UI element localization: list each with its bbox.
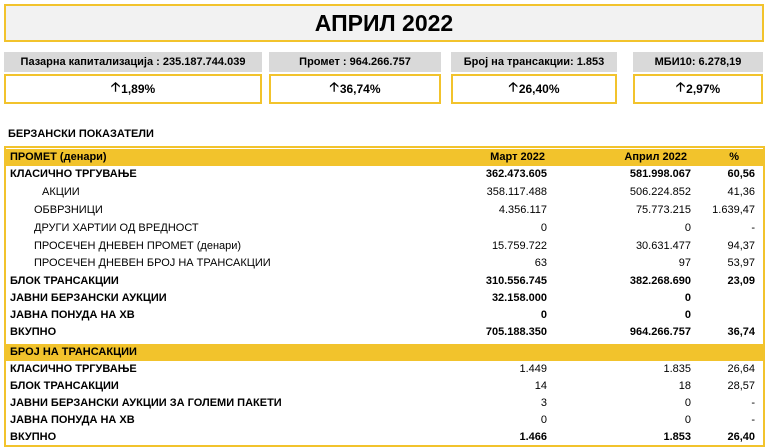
cell-april: 18 — [678, 380, 691, 392]
kpi-change-value: 36,74% — [339, 82, 381, 96]
cell-march: 0 — [540, 414, 547, 426]
indicators-table — [4, 146, 765, 447]
kpi-change-value: 1,89% — [121, 82, 156, 96]
cell-march: 310.556.745 — [485, 275, 547, 287]
cell-percent: 26,64 — [727, 363, 755, 375]
table-row — [6, 220, 763, 237]
header-cell: ПРОМЕТ (денари) — [10, 151, 107, 163]
cell-march: 358.117.488 — [486, 186, 547, 198]
kpi-turnover-label: Промет : 964.266.757 — [269, 52, 441, 72]
cell-april: 964.266.757 — [629, 326, 691, 338]
cell-march: 1.449 — [519, 363, 547, 375]
kpi-turnover-change — [269, 74, 441, 104]
table-row — [6, 184, 763, 201]
table-row — [6, 324, 763, 341]
row-label: ЈАВНА ПОНУДА НА ХВ — [10, 309, 135, 321]
cell-percent: 26,40 — [727, 431, 755, 443]
header-cell: Април 2022 — [624, 151, 687, 163]
cell-march: 14 — [534, 380, 547, 392]
turnover-header-row — [6, 149, 763, 166]
kpi-market-cap-label: Пазарна капитализација : 235.187.744.039 — [4, 52, 262, 72]
transactions-header-row — [6, 344, 763, 361]
cell-april: 0 — [684, 222, 691, 234]
kpi-change-value: 2,97% — [686, 82, 721, 96]
cell-percent: 94,37 — [727, 240, 755, 252]
kpi-mbi10-label: МБИ10: 6.278,19 — [633, 52, 763, 72]
kpi-mbi10-change — [633, 74, 763, 104]
table-row — [6, 361, 763, 378]
row-label: ВКУПНО — [10, 326, 57, 338]
cell-percent: 60,56 — [727, 168, 755, 180]
cell-april: 30.631.477 — [635, 240, 691, 252]
table-row — [6, 273, 763, 290]
cell-percent: 36,74 — [727, 326, 755, 338]
arrow-up-icon: 🡡 — [329, 79, 339, 94]
cell-march: 1.466 — [519, 431, 547, 443]
cell-march: 362.473.605 — [485, 168, 547, 180]
cell-march: 0 — [540, 309, 547, 321]
table-row — [6, 255, 763, 272]
cell-april: 0 — [684, 414, 691, 426]
cell-percent: 53,97 — [727, 257, 755, 269]
cell-april: 0 — [684, 397, 691, 409]
table-row — [6, 307, 763, 324]
cell-april: 382.268.690 — [629, 275, 691, 287]
row-label: ПРОСЕЧЕН ДНЕВЕН БРОЈ НА ТРАНСАКЦИИ — [34, 257, 271, 269]
arrow-up-icon: 🡡 — [675, 79, 686, 94]
cell-april: 506.224.852 — [629, 186, 691, 198]
row-label: ЈАВНА ПОНУДА НА ХВ — [10, 414, 135, 426]
cell-april: 1.835 — [663, 363, 691, 375]
cell-april: 1.853 — [663, 431, 691, 443]
table-row — [6, 166, 763, 183]
cell-april: 0 — [684, 309, 691, 321]
kpi-change-value: 26,40% — [518, 82, 560, 96]
kpi-market-cap-change — [4, 74, 262, 104]
arrow-up-icon: 🡡 — [110, 79, 121, 94]
row-label: ВКУПНО — [10, 431, 57, 443]
row-label: БЛОК ТРАНСАКЦИИ — [10, 275, 119, 287]
cell-april: 0 — [684, 292, 691, 304]
cell-percent: - — [751, 222, 755, 234]
table-row — [6, 202, 763, 219]
cell-march: 15.759.722 — [491, 240, 547, 252]
row-label: ОБВРЗНИЦИ — [34, 204, 103, 216]
cell-percent: 23,09 — [727, 275, 755, 287]
row-label: ДРУГИ ХАРТИИ ОД ВРЕДНОСТ — [34, 222, 199, 234]
arrow-up-icon: 🡡 — [508, 79, 518, 94]
cell-march: 3 — [540, 397, 547, 409]
row-label: КЛАСИЧНО ТРГУВАЊЕ — [10, 168, 137, 180]
table-row — [6, 238, 763, 255]
cell-march: 4.356.117 — [498, 204, 547, 216]
row-label: ЈАВНИ БЕРЗАНСКИ АУКЦИИ — [10, 292, 167, 304]
cell-percent: - — [751, 397, 755, 409]
cell-april: 75.773.215 — [635, 204, 691, 216]
cell-march: 705.188.350 — [485, 326, 547, 338]
kpi-transactions-change — [451, 74, 617, 104]
cell-april: 581.998.067 — [629, 168, 691, 180]
cell-march: 0 — [540, 222, 547, 234]
header-cell: Март 2022 — [490, 151, 545, 163]
cell-april: 97 — [678, 257, 691, 269]
cell-march: 63 — [534, 257, 547, 269]
table-row — [6, 378, 763, 395]
row-label: КЛАСИЧНО ТРГУВАЊЕ — [10, 363, 137, 375]
table-row — [6, 290, 763, 307]
table-row — [6, 412, 763, 429]
row-label: ЈАВНИ БЕРЗАНСКИ АУКЦИИ ЗА ГОЛЕМИ ПАКЕТИ — [10, 397, 282, 409]
report-title: АПРИЛ 2022 — [4, 4, 764, 42]
cell-march: 32.158.000 — [491, 292, 547, 304]
header-cell: БРОЈ НА ТРАНСАКЦИИ — [10, 346, 137, 358]
table-row — [6, 395, 763, 412]
row-label: ПРОСЕЧЕН ДНЕВЕН ПРОМЕТ (денари) — [34, 240, 242, 252]
row-label: БЛОК ТРАНСАКЦИИ — [10, 380, 119, 392]
section-title: БЕРЗАНСКИ ПОКАЗАТЕЛИ — [8, 128, 154, 140]
cell-percent: 28,57 — [727, 380, 755, 392]
kpi-transactions-label: Број на трансакции: 1.853 — [451, 52, 617, 72]
cell-percent: 41,36 — [727, 186, 755, 198]
cell-percent: - — [751, 414, 755, 426]
row-label: АКЦИИ — [42, 186, 80, 198]
cell-percent: 1.639,47 — [712, 204, 755, 216]
table-row — [6, 429, 763, 446]
header-cell: % — [729, 151, 739, 163]
